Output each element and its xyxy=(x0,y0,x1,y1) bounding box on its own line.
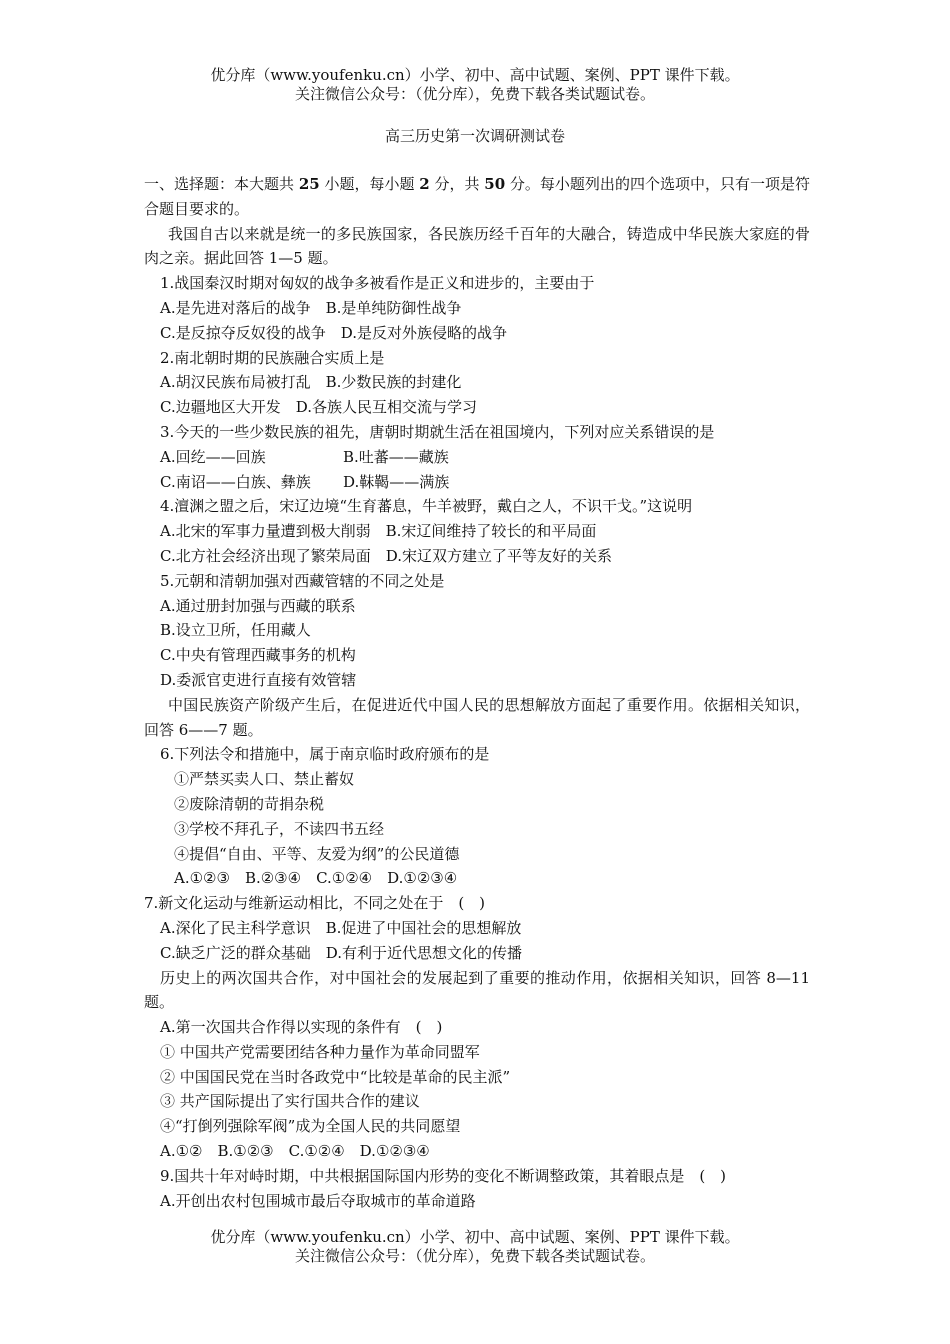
q8-item-1: ① 中国共产党需要团结各种力量作为革命同盟军 xyxy=(160,1042,480,1061)
q4-stem: 4.澶渊之盟之后，宋辽边境“生育蕃息，牛羊被野，戴白之人，不识干戈。”这说明 xyxy=(160,497,693,516)
q8-options: A.①② B.①②③ C.①②④ D.①②③④ xyxy=(160,1142,430,1161)
q3-option-a: A.回纥——回族 xyxy=(160,447,266,466)
q3-stem: 3.今天的一些少数民族的祖先，唐朝时期就生活在祖国境内，下列对应关系错误的是 xyxy=(160,422,715,441)
q8-item-2: ② 中国国民党在当时各政党中“比较是革命的民主派” xyxy=(160,1067,511,1086)
q5-option-b: B.设立卫所，任用藏人 xyxy=(160,621,311,640)
q5-option-d: D.委派官吏进行直接有效管辖 xyxy=(160,670,357,689)
q5-option-c: C.中央有管理西藏事务的机构 xyxy=(160,646,356,665)
question-count: 25 xyxy=(298,175,320,193)
q6-item-3: ③学校不拜孔子，不读四书五经 xyxy=(174,819,385,838)
q6-item-2: ②废除清朝的苛捐杂税 xyxy=(174,794,325,813)
total-points: 50 xyxy=(484,175,506,193)
q1-options-cd: C.是反掠夺反奴役的战争 D.是反对外族侵略的战争 xyxy=(160,323,507,342)
exam-content xyxy=(144,172,810,1213)
q3-option-d: D.靺鞨——满族 xyxy=(343,472,450,491)
passage-3: 历史上的两次国共合作，对中国社会的发展起到了重要的推动作用，依据相关知识，回答 8—11 题。 xyxy=(144,968,810,1012)
section-intro: 一、选择题：本大题共 25 小题，每小题 2 分，共 50 分。每小题列出的四个选项中，只有一项是符合题目要求的。 xyxy=(144,175,810,218)
q1-stem: 1.战国秦汉时期对匈奴的战争多被看作是正义和进步的，主要由于 xyxy=(160,274,595,293)
q4-options-cd: C.北方社会经济出现了繁荣局面 D.宋辽双方建立了平等友好的关系 xyxy=(160,546,612,565)
exam-title: 高三历史第一次调研测试卷 xyxy=(384,127,565,145)
q3-options-ab xyxy=(144,445,810,470)
points-per-question: 2 xyxy=(419,175,430,193)
passage-2: 中国民族资产阶级产生后，在促进近代中国人民的思想解放方面起了重要作用。依据相关知识，回答 6——7 题。 xyxy=(144,695,810,739)
q2-stem: 2.南北朝时期的民族融合实质上是 xyxy=(160,348,385,367)
header-line-1: 优分库（www.youfenku.cn）小学、初中、高中试题、案例、PPT 课件下载。 xyxy=(210,66,740,84)
q2-options-ab: A.胡汉民族布局被打乱 B.少数民族的封建化 xyxy=(160,373,462,392)
q6-stem: 6.下列法令和措施中，属于南京临时政府颁布的是 xyxy=(160,745,490,764)
q3-option-c: C.南诏——白族、彝族 xyxy=(160,472,311,491)
footer-line-1: 优分库（www.youfenku.cn）小学、初中、高中试题、案例、PPT 课件下载。 xyxy=(210,1228,740,1246)
q5-stem: 5.元朝和清朝加强对西藏管辖的不同之处是 xyxy=(160,571,445,590)
q2-options-cd: C.边疆地区大开发 D.各族人民互相交流与学习 xyxy=(160,398,477,417)
q7-stem: 7.新文化运动与维新运动相比，不同之处在于 ( ) xyxy=(144,894,486,913)
q7-options-cd: C.缺乏广泛的群众基础 D.有利于近代思想文化的传播 xyxy=(160,943,522,962)
q3-options-cd xyxy=(144,470,810,495)
page-header xyxy=(0,66,950,104)
q9-option-a: A.开创出农村包围城市最后夺取城市的革命道路 xyxy=(160,1191,476,1210)
header-line-2: 关注微信公众号：（优分库），免费下载各类试题试卷。 xyxy=(294,85,655,103)
q6-item-4: ④提倡“自由、平等、友爱为纲”的公民道德 xyxy=(174,844,460,863)
q8-item-3: ③ 共产国际提出了实行国共合作的建议 xyxy=(160,1092,420,1111)
q6-options: A.①②③ B.②③④ C.①②④ D.①②③④ xyxy=(174,869,458,888)
q9-stem: 9.国共十年对峙时期，中共根据国际国内形势的变化不断调整政策，其着眼点是 ( ) xyxy=(160,1166,727,1185)
q5-option-a: A.通过册封加强与西藏的联系 xyxy=(160,596,356,615)
q6-item-1: ①严禁买卖人口、禁止蓄奴 xyxy=(174,770,355,789)
page-footer xyxy=(0,1228,950,1266)
q1-options-ab: A.是先进对落后的战争 B.是单纯防御性战争 xyxy=(160,298,462,317)
footer-line-2: 关注微信公众号：（优分库），免费下载各类试题试卷。 xyxy=(294,1247,655,1265)
q4-options-ab: A.北宋的军事力量遭到极大削弱 B.宋辽间维持了较长的和平局面 xyxy=(160,522,597,541)
q8-item-4: ④“打倒列强除军阀”成为全国人民的共同愿望 xyxy=(160,1117,461,1136)
q7-options-ab: A.深化了民主科学意识 B.促进了中国社会的思想解放 xyxy=(160,918,522,937)
q8-stem: A.第一次国共合作得以实现的条件有 ( ) xyxy=(160,1018,443,1037)
passage-1: 我国自古以来就是统一的多民族国家，各民族历经千百年的大融合，铸造成中华民族大家庭的骨肉之亲。据此回答 1—5 题。 xyxy=(144,224,810,268)
q3-option-b: B.吐蕃——藏族 xyxy=(343,447,449,466)
